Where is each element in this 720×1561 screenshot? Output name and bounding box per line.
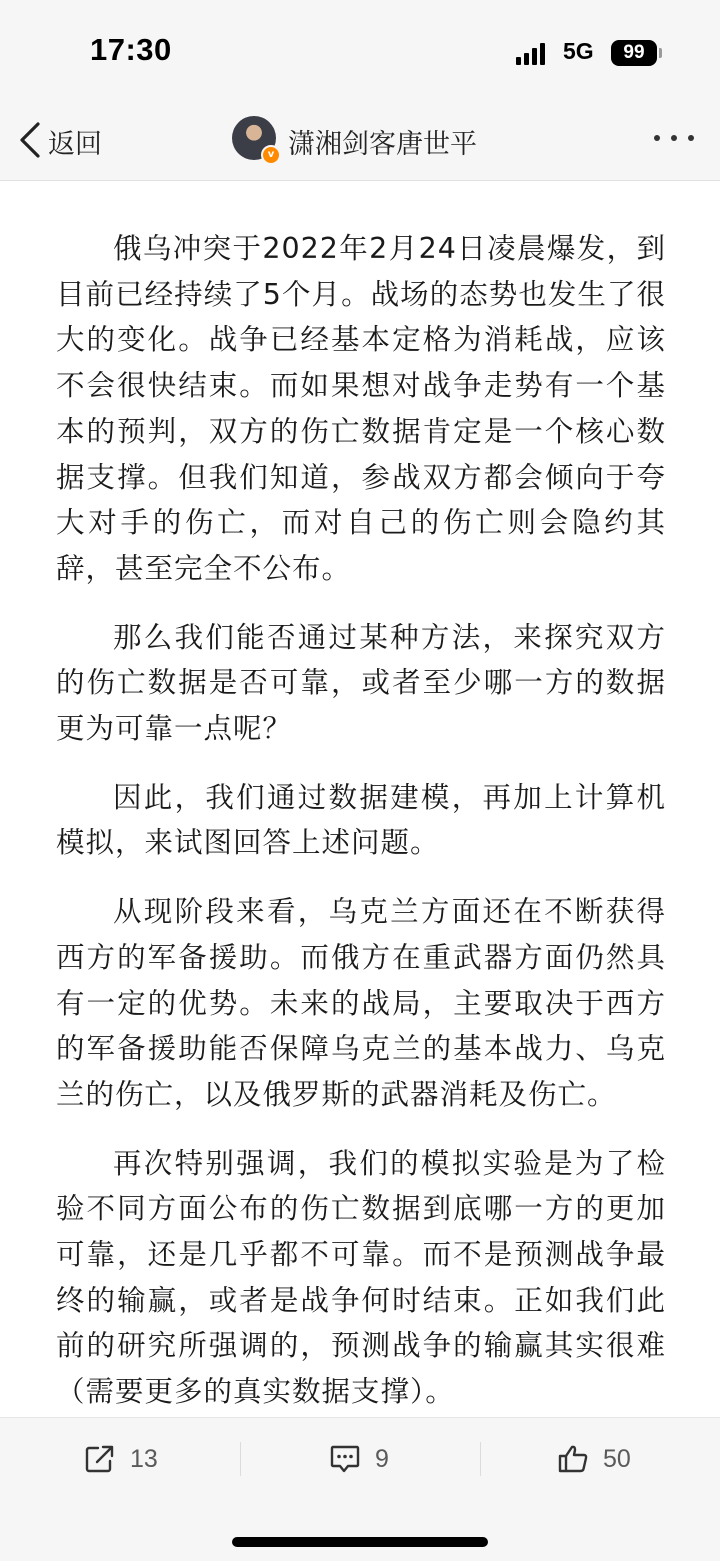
- network-type: 5G: [563, 38, 594, 64]
- home-indicator[interactable]: [232, 1537, 488, 1547]
- divider: [240, 1442, 241, 1476]
- more-button[interactable]: [650, 126, 698, 150]
- status-time: 17:30: [90, 32, 172, 67]
- home-area: [0, 1500, 720, 1561]
- share-icon: [84, 1444, 116, 1474]
- article-paragraph: 从现阶段来看，乌克兰方面还在不断获得西方的军备援助。而俄方在重武器方面仍然具有一定的优势。未来的战局，主要取决于西方的军备援助能否保障乌克兰的基本战力、乌克兰的伤亡，以及俄罗斯的武器消耗及伤亡。: [56, 895, 666, 1111]
- like-button[interactable]: [557, 1418, 631, 1500]
- battery-icon: 99: [611, 40, 657, 66]
- bottom-action-bar: [0, 1417, 720, 1500]
- status-bar: [0, 0, 720, 100]
- nav-bar: [0, 100, 720, 181]
- like-count: 50: [603, 1444, 631, 1473]
- thumbs-up-icon: [557, 1444, 589, 1474]
- article-body: [56, 226, 666, 1438]
- signal-bars-icon: [516, 41, 552, 65]
- share-count: 13: [130, 1444, 158, 1473]
- article-paragraph: 再次特别强调，我们的模拟实验是为了检验不同方面公布的伤亡数据到底哪一方的更加可靠，还是几乎都不可靠。而不是预测战争最终的输赢，或者是战争何时结束。正如我们此前的研究所强调的，预测战争的输赢其实很难（需要更多的真实数据支撑）。: [56, 1146, 666, 1409]
- verified-badge-icon: v: [261, 145, 281, 165]
- more-dot: [688, 135, 694, 141]
- author-name[interactable]: 潇湘剑客唐世平: [288, 129, 477, 160]
- article-paragraph: 因此，我们通过数据建模，再加上计算机模拟，来试图回答上述问题。: [56, 780, 666, 860]
- more-dot: [671, 135, 677, 141]
- article-paragraph: 那么我们能否通过某种方法，来探究双方的伤亡数据是否可靠，或者至少哪一方的数据更为可靠一点呢？: [56, 620, 666, 746]
- article-paragraph: 俄乌冲突于2022年2月24日凌晨爆发，到目前已经持续了5个月。战场的态势也发生了很大的变化。战争已经基本定格为消耗战，应该不会很快结束。而如果想对战争走势有一个基本的预判，双方的伤亡数据肯定是一个核心数据支撑。但我们知道，参战双方都会倾向于夸大对手的伤亡，而对自己的伤亡则会隐约其辞，甚至完全不公布。: [56, 232, 666, 585]
- comment-button[interactable]: [329, 1418, 389, 1500]
- divider: [480, 1442, 481, 1476]
- more-dots-icon: [654, 135, 660, 141]
- back-label: 返回: [48, 129, 102, 160]
- comment-icon: [329, 1444, 361, 1474]
- chevron-left-icon: [18, 122, 42, 158]
- share-button[interactable]: [84, 1418, 158, 1500]
- comment-count: 9: [375, 1444, 389, 1473]
- battery-tip: [659, 48, 662, 58]
